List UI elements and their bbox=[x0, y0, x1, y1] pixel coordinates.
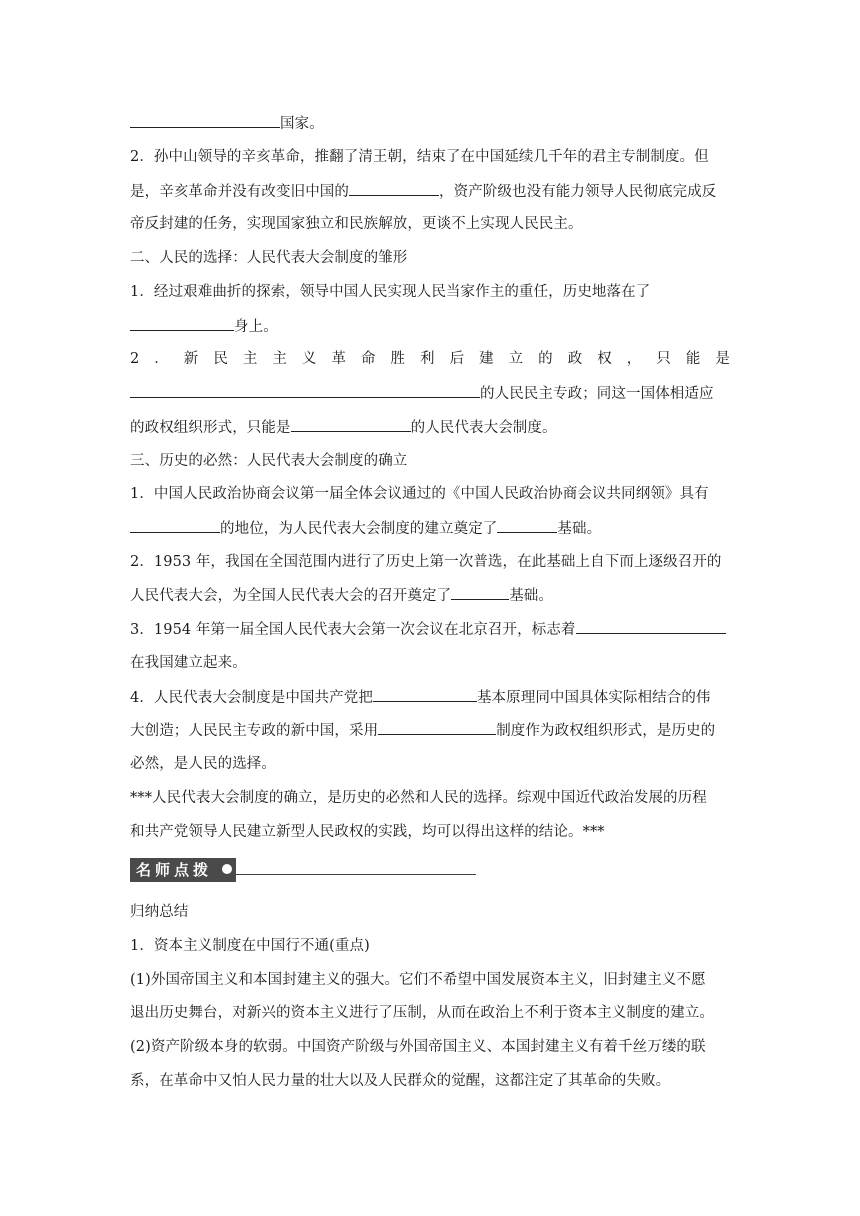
text-line bbox=[130, 619, 730, 640]
section-heading: 二、人民的选择：人民代表大会制度的雏形 bbox=[130, 250, 408, 266]
fill-blank[interactable] bbox=[497, 518, 557, 533]
text-span: ，资产阶级也没有能力领导人民彻底完成反 bbox=[439, 184, 717, 200]
text-char: 利 bbox=[420, 351, 435, 367]
text-line bbox=[130, 518, 730, 539]
text-span: 的人民代表大会制度。 bbox=[410, 420, 557, 436]
text-char: 义 bbox=[301, 351, 317, 367]
section-title: 归纳总结 bbox=[130, 904, 189, 920]
text-line bbox=[130, 349, 730, 369]
text-line: 1．经过艰难曲折的探索，领导中国人民实现人民当家作主的重任，历史地落在了 bbox=[130, 284, 651, 300]
text-line: 1．中国人民政治协商会议第一届全体会议通过的《中国人民政治协商会议共同纲领》具有 bbox=[130, 486, 709, 502]
fill-blank[interactable] bbox=[130, 518, 220, 533]
text-span: 制度作为政权组织形式，是历史的 bbox=[496, 723, 716, 739]
text-line bbox=[130, 113, 730, 134]
text-line bbox=[130, 181, 730, 202]
text-line bbox=[130, 383, 730, 404]
text-line: 1．资本主义制度在中国行不通(重点) bbox=[130, 938, 370, 954]
text-line: ***人民代表大会制度的确立，是历史的必然和人民的选择。综观中国近代政治发展的历程 bbox=[130, 790, 707, 806]
text-span: 的政权组织形式，只能是 bbox=[130, 420, 291, 436]
text-line bbox=[130, 585, 730, 606]
text-span: 的人民民主专政；同这一国体相适应 bbox=[480, 386, 714, 402]
text-char: 革 bbox=[331, 351, 347, 367]
text-char: 的 bbox=[538, 351, 553, 367]
text-span: 基本原理同中国具体实际相结合的伟 bbox=[476, 690, 711, 706]
text-line: 2．孙中山领导的辛亥革命，推翻了清王朝，结束了在中国延续几千年的君主专制制度。但 bbox=[130, 149, 709, 165]
text-char: 2 bbox=[130, 351, 140, 367]
fill-blank[interactable] bbox=[349, 181, 439, 196]
text-char: ． bbox=[154, 351, 169, 367]
text-char: 后 bbox=[449, 351, 465, 367]
text-line: 系，在革命中又怕人民力量的壮大以及人民群众的觉醒，这都注定了其革命的失败。 bbox=[130, 1073, 671, 1089]
text-line: 在我国建立起来。 bbox=[130, 655, 247, 671]
section-heading: 三、历史的必然：人民代表大会制度的确立 bbox=[130, 453, 408, 469]
text-line: 帝反封建的任务，实现国家独立和民族解放，更谈不上实现人民民主。 bbox=[130, 216, 583, 232]
banner-label: 名师点拨 bbox=[130, 858, 236, 882]
text-line: 必然，是人民的选择。 bbox=[130, 756, 276, 772]
text-span: 3．1954 年第一届全国人民代表大会第一次会议在北京召开，标志着 bbox=[130, 622, 576, 638]
fill-blank[interactable] bbox=[130, 383, 480, 398]
text-char: 建 bbox=[479, 351, 494, 367]
fill-blank[interactable] bbox=[291, 417, 411, 432]
text-char: 胜 bbox=[390, 351, 406, 367]
text-span: 大创造；人民民主专政的新中国，采用 bbox=[130, 723, 379, 739]
text-span: 基础。 bbox=[557, 521, 602, 537]
text-span: 4．人民代表大会制度是中国共产党把 bbox=[130, 690, 373, 706]
fill-blank[interactable] bbox=[130, 316, 234, 331]
fill-blank[interactable] bbox=[373, 687, 477, 702]
text-char: 权 bbox=[597, 351, 612, 367]
text-span: 基础。 bbox=[509, 588, 554, 604]
text-char: 民 bbox=[213, 351, 228, 367]
bullet-dot-icon bbox=[222, 864, 232, 874]
text-line bbox=[130, 417, 730, 438]
text-char: 主 bbox=[242, 351, 258, 367]
text-span: 国家。 bbox=[280, 116, 324, 132]
text-span: 的地位，为人民代表大会制度的建立奠定了 bbox=[220, 521, 498, 537]
text-char: 是 bbox=[715, 351, 730, 367]
tips-banner bbox=[130, 858, 475, 882]
fill-blank[interactable] bbox=[130, 113, 280, 128]
text-char: 命 bbox=[360, 351, 376, 367]
text-char: 新 bbox=[183, 351, 199, 367]
fill-blank[interactable] bbox=[451, 585, 509, 600]
text-char: 能 bbox=[685, 351, 701, 367]
text-line: 和共产党领导人民建立新型人民政权的实践，均可以得出这样的结论。*** bbox=[130, 824, 605, 840]
text-line: (2)资产阶级本身的软弱。中国资产阶级与外国帝国主义、本国封建主义有着千丝万缕的联 bbox=[130, 1039, 706, 1055]
text-char: 政 bbox=[567, 351, 583, 367]
text-char: 只 bbox=[656, 351, 671, 367]
text-char: ， bbox=[626, 351, 642, 367]
text-line: (1)外国帝国主义和本国封建主义的强大。它们不希望中国发展资本主义，旧封建主义不愿 bbox=[130, 972, 706, 988]
text-line: 2．1953 年，我国在全国范围内进行了历史上第一次普选，在此基础上自下而上逐级召开的 bbox=[130, 554, 722, 570]
fill-blank[interactable] bbox=[576, 619, 726, 634]
text-span: 人民代表大会，为全国人民代表大会的召开奠定了 bbox=[130, 588, 452, 604]
text-line: 退出历史舞台，对新兴的资本主义进行了压制，从而在政治上不利于资本主义制度的建立。 bbox=[130, 1005, 714, 1021]
text-char: 主 bbox=[272, 351, 287, 367]
text-line bbox=[130, 720, 730, 741]
banner-rule bbox=[236, 874, 476, 875]
text-line bbox=[130, 687, 730, 708]
text-line bbox=[130, 316, 730, 337]
text-char: 立 bbox=[508, 351, 524, 367]
text-span: 是，辛亥革命并没有改变旧中国的 bbox=[130, 184, 349, 200]
text-span: 身上。 bbox=[234, 319, 278, 335]
fill-blank[interactable] bbox=[378, 720, 496, 735]
